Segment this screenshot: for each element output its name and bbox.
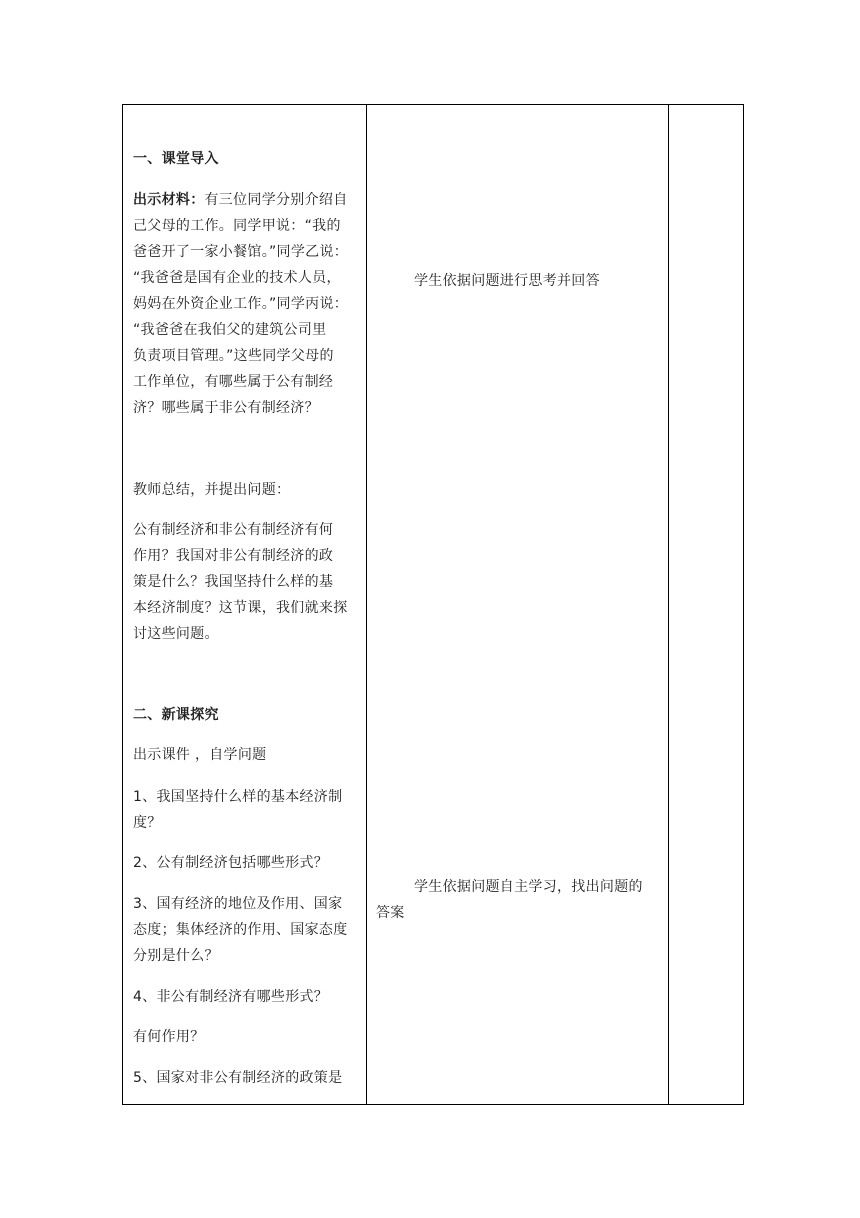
material-line: 己父母的工作。同学甲说：“我的: [133, 218, 341, 234]
teacher-activity-column: [133, 105, 358, 1104]
question-item: 3、国有经济的地位及作用、国家: [133, 896, 343, 912]
question-line: 讨这些问题。: [133, 626, 219, 642]
question-item: 1、我国坚持什么样的基本经济制: [133, 789, 343, 805]
question-line: 作用？我国对非公有制经济的政: [133, 548, 334, 564]
question-item: 分别是什么？: [133, 948, 219, 964]
material-line: 济？哪些属于非公有制经济？: [133, 400, 319, 416]
material-line: [133, 187, 358, 213]
design-intent-column: [679, 105, 739, 1104]
student-activity-column: [376, 105, 662, 1104]
student-activity-text: 学生依据问题进行思考并回答: [414, 273, 600, 289]
column-divider: [668, 105, 669, 1104]
question-item: 4、非公有制经济有哪些形式？: [133, 989, 329, 1005]
question-item: 态度；集体经济的作用、国家态度: [133, 922, 348, 938]
teacher-summary: 教师总结，并提出问题：: [133, 482, 291, 498]
material-line: “我爸爸是国有企业的技术人员，: [133, 270, 341, 286]
section1-heading: 一、课堂导入: [133, 151, 219, 167]
question-item: 2、公有制经济包括哪些形式？: [133, 855, 329, 871]
material-text: 有三位同学分别介绍自: [204, 192, 348, 208]
material-label: 出示材料：: [133, 192, 205, 208]
student-activity-text: 答案: [376, 905, 405, 921]
material-line: “我爸爸在我伯父的建筑公司里: [133, 322, 327, 338]
student-activity-text: 学生依据问题自主学习，找出问题的: [414, 879, 643, 895]
column-divider: [366, 105, 367, 1104]
question-item: 度？: [133, 815, 162, 831]
question-line: 本经济制度？这节课，我们就来探: [133, 600, 348, 616]
material-line: 工作单位，有哪些属于公有制经: [133, 374, 334, 390]
courseware-line: 出示课件 ，自学问题: [133, 747, 267, 763]
material-line: 妈妈在外资企业工作。”同学丙说：: [133, 296, 349, 312]
question-line: 策是什么？我国坚持什么样的基: [133, 574, 334, 590]
question-item: 有何作用？: [133, 1029, 205, 1045]
question-item: 5、国家对非公有制经济的政策是: [133, 1070, 343, 1086]
question-line: 公有制经济和非公有制经济有何: [133, 522, 334, 538]
lesson-plan-table: [122, 104, 744, 1105]
material-line: 负责项目管理。”这些同学父母的: [133, 348, 334, 364]
section2-heading: 二、新课探究: [133, 707, 219, 723]
material-line: 爸爸开了一家小餐馆。”同学乙说：: [133, 244, 349, 260]
